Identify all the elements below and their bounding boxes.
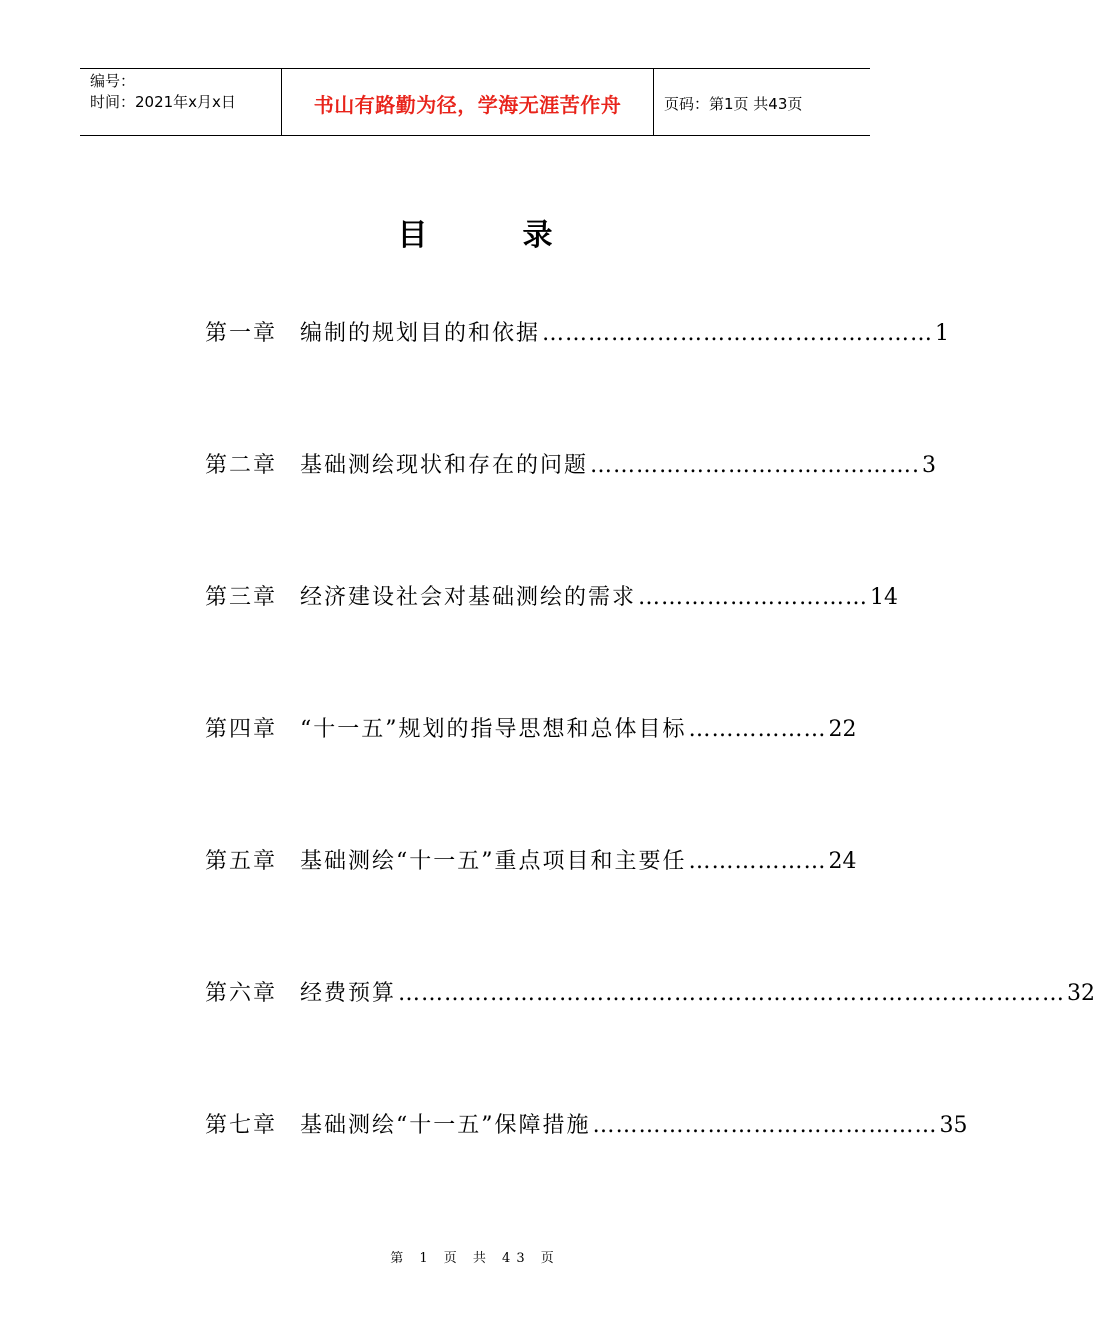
toc-chapter: 第一章 bbox=[205, 321, 278, 346]
page-title: 目录 bbox=[397, 218, 648, 253]
toc-entry[interactable] bbox=[205, 708, 857, 840]
toc-name: “十一五”规划的指导思想和总体目标 bbox=[300, 717, 687, 742]
toc-name: 经济建设社会对基础测绘的需求 bbox=[300, 585, 637, 610]
header-page-info: 页码：第1页 共43页 bbox=[664, 94, 803, 113]
toc-leader: …………………………………………………………………………… bbox=[398, 981, 1066, 1006]
toc-entry[interactable] bbox=[205, 576, 899, 708]
toc-page-number: 32 bbox=[1067, 981, 1095, 1006]
toc-leader: ……………………………………. bbox=[590, 453, 921, 478]
toc-name: 经费预算 bbox=[300, 981, 397, 1006]
toc-chapter: 第五章 bbox=[205, 849, 278, 874]
toc-name: 基础测绘现状和存在的问题 bbox=[300, 453, 589, 478]
toc-page-number: 14 bbox=[870, 585, 899, 610]
header-motto: 书山有路勤为径，学海无涯苦作舟 bbox=[281, 69, 654, 135]
toc-chapter: 第三章 bbox=[205, 585, 278, 610]
header-time-label: 时间：2021年x月x日 bbox=[90, 93, 236, 111]
toc-name: 基础测绘“十一五”保障措施 bbox=[300, 1113, 591, 1138]
toc-page-number: 24 bbox=[828, 849, 857, 874]
table-of-contents bbox=[205, 312, 1095, 1236]
toc-entry[interactable] bbox=[205, 444, 937, 576]
toc-page-number: 3 bbox=[922, 453, 937, 478]
page-footer: 第 1 页 共 43 页 bbox=[390, 1251, 560, 1266]
toc-page-number: 35 bbox=[939, 1113, 968, 1138]
toc-page-number: 22 bbox=[828, 717, 857, 742]
toc-leader: …………………………………………… bbox=[542, 321, 934, 346]
toc-chapter: 第七章 bbox=[205, 1113, 278, 1138]
document-header bbox=[80, 68, 870, 136]
toc-leader: ………………………… bbox=[638, 585, 869, 610]
toc-entry[interactable] bbox=[205, 1104, 968, 1236]
toc-name: 编制的规划目的和依据 bbox=[300, 321, 541, 346]
toc-entry[interactable] bbox=[205, 312, 950, 444]
header-meta bbox=[80, 69, 281, 135]
toc-leader: ……………………………………… bbox=[592, 1113, 938, 1138]
toc-page-number: 1 bbox=[935, 321, 950, 346]
toc-leader: ……………… bbox=[688, 717, 827, 742]
toc-entry[interactable] bbox=[205, 972, 1095, 1104]
toc-chapter: 第二章 bbox=[205, 453, 278, 478]
toc-leader: ……………… bbox=[688, 849, 827, 874]
toc-chapter: 第六章 bbox=[205, 981, 278, 1006]
toc-entry[interactable] bbox=[205, 840, 857, 972]
toc-name: 基础测绘“十一五”重点项目和主要任 bbox=[300, 849, 687, 874]
toc-chapter: 第四章 bbox=[205, 717, 278, 742]
header-number-label: 编号： bbox=[90, 72, 136, 90]
